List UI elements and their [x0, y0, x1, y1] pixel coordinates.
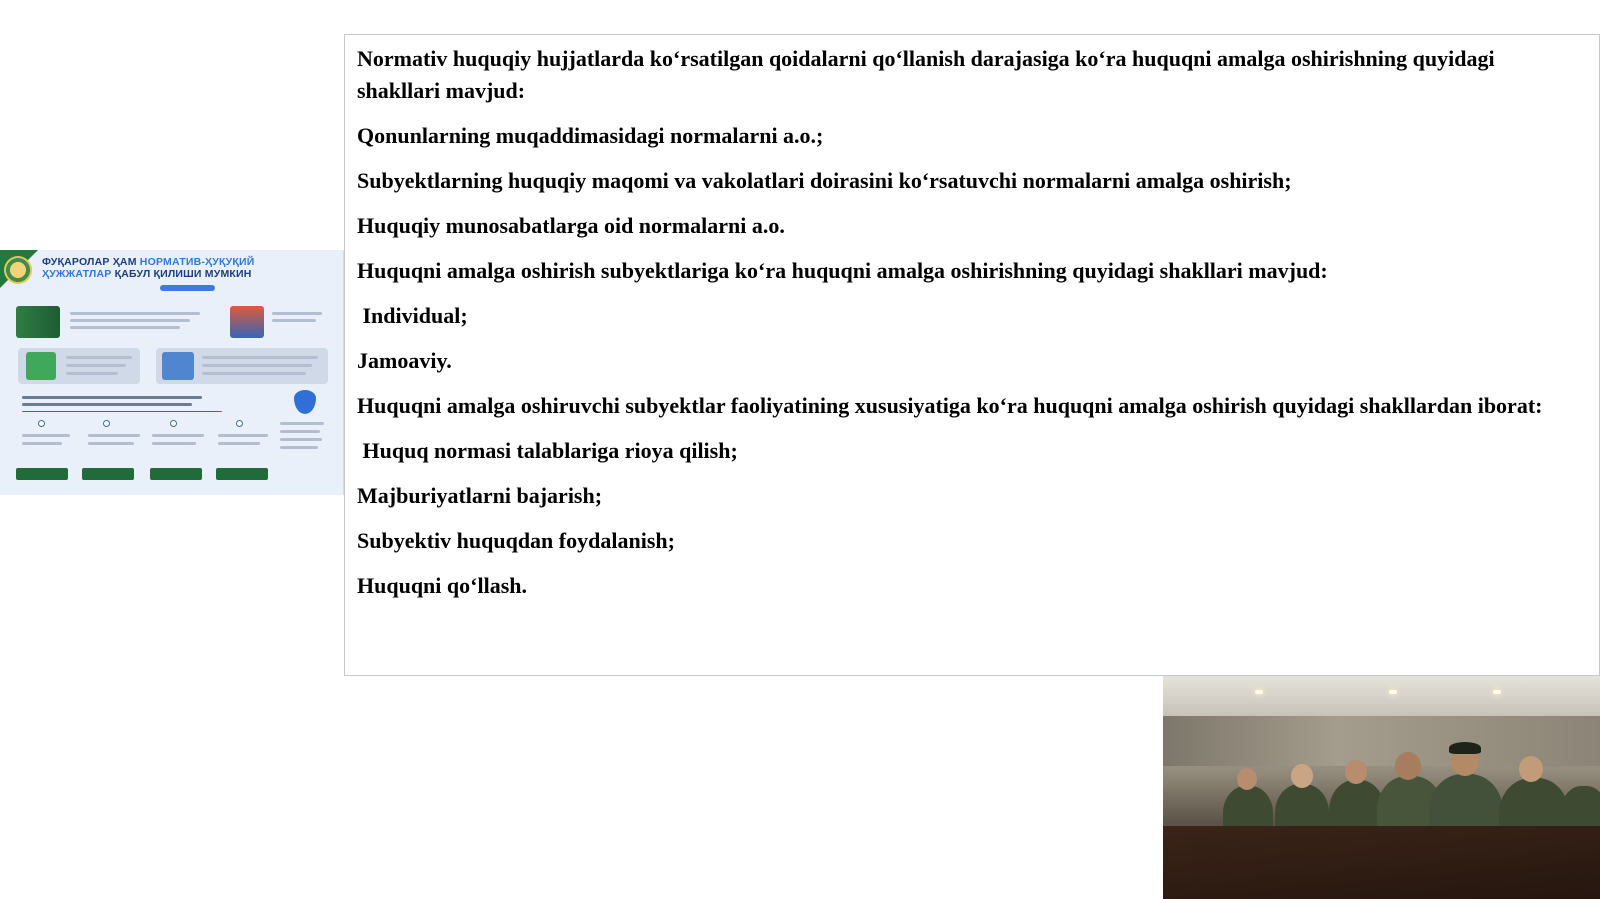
infographic-title: [42, 256, 254, 280]
ceiling: [1163, 676, 1600, 716]
conference-table: [1163, 826, 1600, 899]
infographic-text-line: [22, 434, 70, 437]
infographic-step-button: [150, 468, 202, 480]
paragraph: Individual;: [357, 303, 468, 328]
step-marker-icon: [38, 420, 45, 427]
shield-icon: [294, 390, 316, 414]
infographic-title-highlight-2: ҲУЖЖАТЛАР: [42, 268, 112, 280]
attendee-head: [1345, 760, 1367, 784]
infographic-thumbnail: [0, 250, 344, 495]
infographic-text-line: [88, 442, 134, 445]
infographic-text-line: [272, 312, 322, 315]
paragraph: Huquqni amalga oshirish subyektlariga ko‘ra huquqni amalga oshirishning quyidagi shakllari mavjud:: [357, 258, 1328, 283]
infographic-step-button: [16, 468, 68, 480]
infographic-text-line: [202, 364, 312, 367]
infographic-text-line: [280, 438, 322, 441]
paragraph: Majburiyatlarni bajarish;: [357, 483, 603, 508]
infographic-text-line: [70, 312, 200, 315]
infographic-text-line: [66, 364, 126, 367]
paragraph: Huquqni amalga oshiruvchi subyektlar faoliyatining xususiyatiga ko‘ra huquqni amalga oshirish quyidagi shakllardan iborat:: [357, 393, 1543, 418]
infographic-text-line: [280, 430, 320, 433]
paragraph: Qonunlarning muqaddimasidagi normalarni a.o.;: [357, 123, 824, 148]
infographic-text-line: [70, 319, 190, 322]
attendee-cap: [1449, 742, 1481, 754]
paragraph: Jamoaviy.: [357, 348, 452, 373]
attendee-head: [1237, 768, 1257, 790]
step-marker-icon: [103, 420, 110, 427]
infographic-hashtag-pill: [160, 285, 215, 291]
attendee-head: [1395, 752, 1421, 780]
infographic-text-line: [152, 442, 196, 445]
slide-text-panel: [344, 34, 1600, 676]
infographic-text-line: [22, 403, 192, 406]
infographic-step-button: [216, 468, 268, 480]
infographic-title-prefix: ФУҚАРОЛАР ҲАМ: [42, 256, 137, 268]
infographic-text-line: [202, 372, 306, 375]
infographic-step-button: [82, 468, 134, 480]
classroom-video-feed: [1163, 676, 1600, 899]
infographic-title-highlight-1: НОРМАТИВ-ҲУҚУҚИЙ: [139, 256, 255, 268]
step-marker-icon: [170, 420, 177, 427]
infographic-text-line: [66, 356, 132, 359]
infographic-text-line: [88, 434, 140, 437]
infographic-text-line: [22, 442, 62, 445]
document-search-icon: [26, 352, 56, 380]
attendee-head: [1291, 764, 1313, 788]
infographic-text-line: [66, 372, 118, 375]
infographic-text-line: [218, 442, 260, 445]
state-emblem-icon: [4, 256, 32, 284]
people-group-icon: [230, 306, 264, 338]
building-icon: [16, 306, 60, 338]
infographic-text-line: [272, 319, 316, 322]
paragraph: Subyektiv huquqdan foydalanish;: [357, 528, 675, 553]
infographic-divider: [22, 411, 222, 412]
chat-settings-icon: [162, 352, 194, 380]
step-marker-icon: [236, 420, 243, 427]
ceiling-light-icon: [1255, 690, 1263, 694]
paragraph: Normativ huquqiy hujjatlarda ko‘rsatilgan qoidalarni qo‘llanish darajasiga ko‘ra huquqni amalga oshirishning quyidagi shakllari mavjud:: [357, 46, 1495, 103]
infographic-text-line: [280, 422, 324, 425]
infographic-title-suffix: ҚАБУЛ ҚИЛИШИ МУМКИН: [114, 268, 252, 280]
infographic-text-line: [70, 326, 180, 329]
ceiling-light-icon: [1389, 690, 1397, 694]
infographic-text-line: [202, 356, 318, 359]
paragraph: Huquqni qo‘llash.: [357, 573, 527, 598]
ceiling-light-icon: [1493, 690, 1501, 694]
infographic-text-line: [152, 434, 204, 437]
paragraph: Huquqiy munosabatlarga oid normalarni a.o.: [357, 213, 785, 238]
infographic-text-line: [280, 446, 318, 449]
infographic-text-line: [218, 434, 268, 437]
infographic-text-line: [22, 396, 202, 399]
paragraph: Subyektlarning huquqiy maqomi va vakolatlari doirasini ko‘rsatuvchi normalarni amalga oshirish;: [357, 168, 1292, 193]
paragraph: Huquq normasi talablariga rioya qilish;: [357, 438, 738, 463]
attendee-head: [1519, 756, 1543, 782]
